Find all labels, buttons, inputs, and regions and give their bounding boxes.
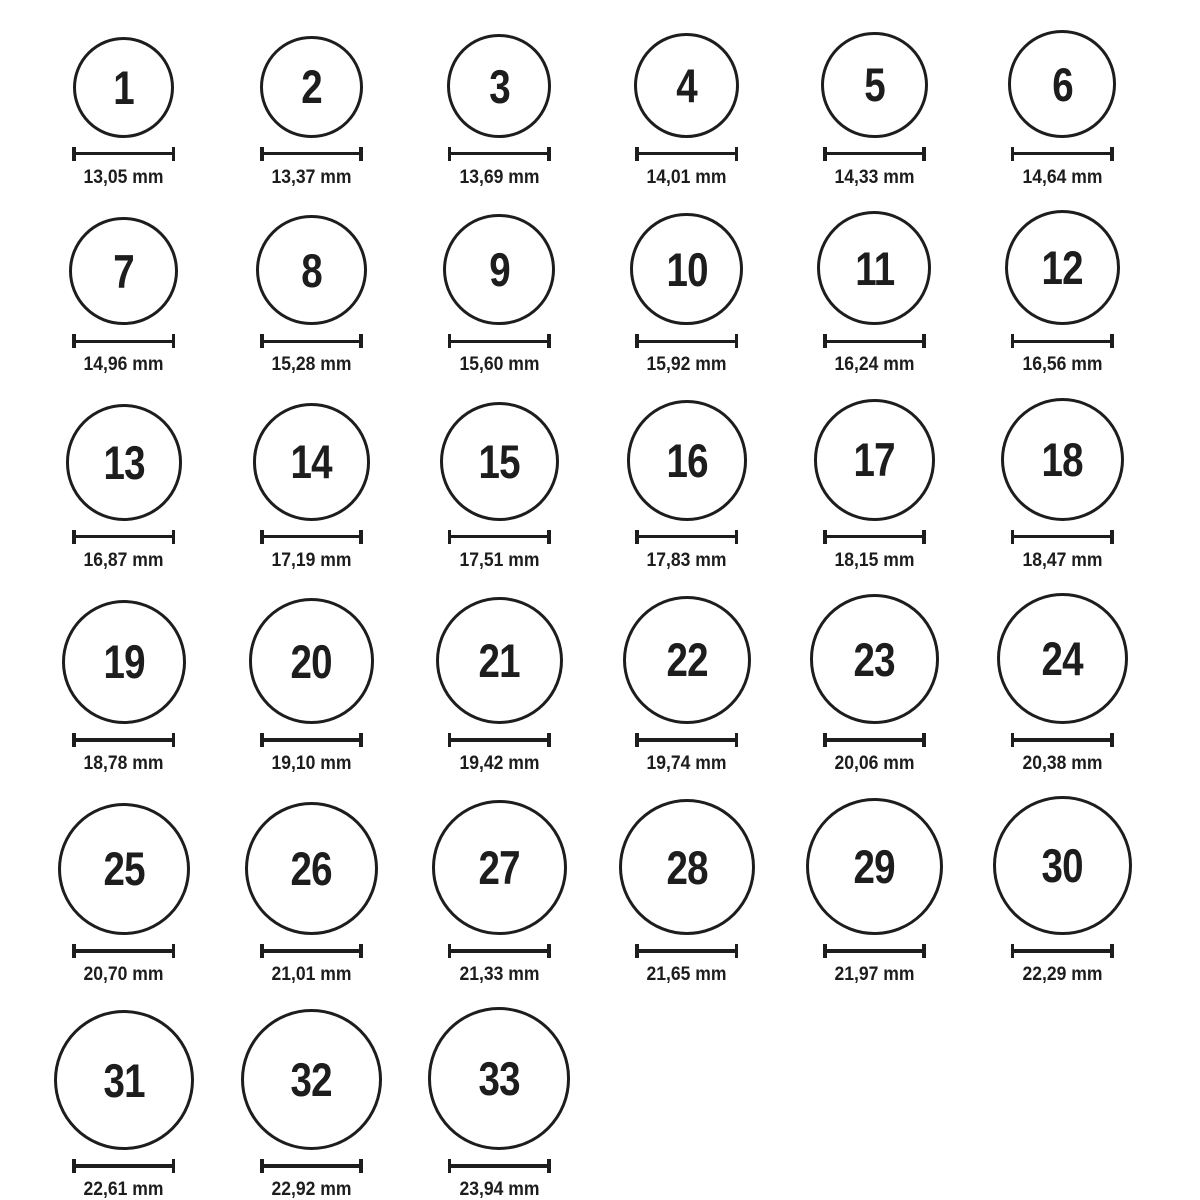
measure-tick-right-icon [922, 334, 926, 348]
diameter-measure-line [1011, 944, 1114, 958]
ring-size-cell [241, 1009, 382, 1200]
ring-size-number: 22 [666, 633, 708, 687]
ring-circle [630, 213, 743, 326]
diameter-label: 17,83 mm [646, 548, 727, 571]
ring-size-number: 32 [290, 1052, 333, 1106]
measure-line [264, 340, 360, 343]
ring-circle [443, 214, 554, 325]
diameter-measure-line [823, 733, 926, 747]
measure-line [639, 152, 735, 155]
ring-circle [253, 403, 371, 521]
ring-size-number: 15 [478, 434, 520, 488]
diameter-measure-line [72, 147, 175, 161]
ring-size-cell [810, 594, 940, 774]
measure-tick-right-icon [359, 1159, 363, 1173]
diameter-measure-line [260, 530, 363, 544]
ring-size-cell [1008, 30, 1116, 188]
diameter-label: 14,64 mm [1022, 165, 1103, 188]
diameter-measure-line [1011, 147, 1114, 161]
ring-circle [814, 399, 936, 521]
measure-line [639, 535, 735, 538]
measure-tick-right-icon [172, 334, 176, 348]
measure-tick-right-icon [735, 530, 739, 544]
ring-circle [436, 597, 563, 724]
ring-size-cell [1005, 210, 1120, 375]
diameter-label: 18,78 mm [83, 752, 164, 775]
diameter-label: 22,29 mm [1022, 963, 1103, 986]
measure-tick-right-icon [1110, 733, 1114, 747]
ring-circle [634, 33, 739, 138]
ring-size-cell [993, 796, 1132, 985]
diameter-measure-line [448, 530, 551, 544]
measure-line [76, 340, 172, 343]
measure-line [264, 535, 360, 538]
ring-circle [817, 211, 931, 325]
ring-size-number: 27 [478, 841, 520, 895]
measure-line [451, 738, 547, 741]
ring-size-cell [814, 399, 936, 571]
diameter-measure-line [72, 944, 175, 958]
measure-line [264, 152, 360, 155]
ring-size-number: 19 [103, 635, 145, 689]
diameter-label: 17,51 mm [459, 548, 540, 571]
ring-size-number: 2 [301, 60, 322, 114]
measure-tick-right-icon [172, 944, 176, 958]
ring-circle [997, 593, 1128, 724]
ring-size-cell [623, 596, 751, 774]
ring-size-cell [256, 215, 366, 375]
ring-size-number: 23 [853, 632, 896, 686]
measure-line [827, 152, 923, 155]
diameter-label: 21,65 mm [646, 963, 727, 986]
ring-size-cell [260, 36, 363, 188]
ring-circle [619, 799, 755, 935]
ring-size-number: 11 [854, 241, 895, 295]
diameter-label: 21,97 mm [834, 963, 915, 986]
measure-tick-right-icon [1110, 147, 1114, 161]
ring-size-number: 21 [478, 634, 520, 688]
measure-line [76, 1164, 172, 1167]
measure-line [264, 949, 360, 952]
diameter-measure-line [1011, 530, 1114, 544]
measure-tick-right-icon [922, 944, 926, 958]
ring-circle [1001, 398, 1124, 521]
diameter-label: 16,56 mm [1022, 353, 1103, 376]
measure-tick-right-icon [359, 733, 363, 747]
ring-size-cell [634, 33, 739, 188]
ring-circle [821, 32, 927, 138]
measure-tick-right-icon [547, 147, 551, 161]
measure-line [264, 1164, 360, 1167]
measure-tick-right-icon [172, 147, 176, 161]
ring-circle [1008, 30, 1116, 138]
diameter-label: 20,70 mm [83, 963, 164, 986]
measure-tick-right-icon [172, 1159, 176, 1173]
ring-size-number: 16 [666, 434, 708, 488]
diameter-label: 19,42 mm [459, 752, 540, 775]
diameter-measure-line [260, 1159, 363, 1173]
diameter-measure-line [260, 944, 363, 958]
diameter-label: 13,69 mm [459, 165, 540, 188]
ring-circle [245, 802, 379, 936]
measure-line [264, 738, 360, 741]
ring-size-cell [447, 34, 551, 188]
diameter-measure-line [635, 334, 738, 348]
ring-circle [993, 796, 1132, 935]
measure-tick-right-icon [547, 733, 551, 747]
ring-circle [810, 594, 940, 724]
measure-tick-right-icon [735, 733, 739, 747]
diameter-measure-line [260, 147, 363, 161]
measure-tick-right-icon [359, 147, 363, 161]
ring-circle [66, 404, 183, 521]
ring-size-cell [58, 803, 190, 985]
ring-circle [73, 37, 174, 138]
ring-size-cell [54, 1010, 194, 1200]
measure-tick-right-icon [547, 530, 551, 544]
diameter-measure-line [823, 334, 926, 348]
diameter-label: 13,05 mm [83, 165, 164, 188]
measure-line [1014, 738, 1110, 741]
diameter-measure-line [448, 944, 551, 958]
measure-line [1014, 340, 1110, 343]
ring-size-cell [619, 799, 755, 985]
measure-line [827, 535, 923, 538]
ring-size-number: 9 [488, 243, 510, 297]
measure-tick-right-icon [922, 530, 926, 544]
measure-line [76, 152, 172, 155]
diameter-label: 19,10 mm [271, 752, 352, 775]
diameter-measure-line [823, 530, 926, 544]
ring-circle [623, 596, 751, 724]
ring-size-cell [253, 403, 371, 571]
ring-circle [447, 34, 551, 138]
diameter-label: 17,19 mm [271, 548, 352, 571]
ring-size-number: 28 [666, 840, 708, 894]
measure-line [76, 949, 172, 952]
diameter-measure-line [72, 733, 175, 747]
ring-size-cell [627, 400, 748, 571]
ring-size-cell [62, 600, 186, 774]
ring-size-number: 31 [103, 1053, 145, 1107]
measure-tick-right-icon [547, 944, 551, 958]
ring-size-number: 26 [290, 841, 333, 895]
ring-size-number: 5 [864, 58, 885, 112]
ring-size-number: 3 [488, 59, 510, 113]
ring-size-number: 1 [113, 60, 135, 114]
measure-line [827, 738, 923, 741]
measure-line [451, 949, 547, 952]
diameter-measure-line [635, 147, 738, 161]
ring-size-cell [245, 802, 379, 986]
diameter-label: 18,47 mm [1022, 548, 1103, 571]
measure-tick-right-icon [172, 733, 176, 747]
ring-size-cell [997, 593, 1128, 774]
ring-circle [1005, 210, 1120, 325]
ring-size-number: 14 [290, 435, 333, 489]
ring-size-cell [806, 798, 943, 985]
diameter-measure-line [448, 733, 551, 747]
ring-size-cell [817, 211, 931, 375]
ring-size-cell [428, 1007, 571, 1200]
diameter-measure-line [260, 334, 363, 348]
diameter-label: 15,60 mm [459, 353, 540, 376]
diameter-label: 13,37 mm [271, 165, 352, 188]
ring-size-number: 25 [103, 842, 145, 896]
ring-size-cell [443, 214, 554, 375]
ring-size-number: 4 [676, 58, 698, 112]
measure-line [639, 340, 735, 343]
diameter-measure-line [260, 733, 363, 747]
ring-circle [806, 798, 943, 935]
ring-size-number: 30 [1041, 839, 1083, 893]
ring-size-number: 12 [1041, 241, 1083, 295]
diameter-label: 21,33 mm [459, 963, 540, 986]
ring-circle [241, 1009, 382, 1150]
ring-circle [62, 600, 186, 724]
ring-size-number: 18 [1041, 432, 1083, 486]
diameter-measure-line [72, 334, 175, 348]
ring-circle [428, 1007, 571, 1150]
diameter-measure-line [823, 147, 926, 161]
diameter-label: 23,94 mm [459, 1178, 540, 1200]
ring-size-cell [630, 213, 743, 376]
ring-size-cell [436, 597, 563, 774]
ring-size-number: 33 [478, 1052, 520, 1106]
diameter-measure-line [72, 1159, 175, 1173]
diameter-measure-line [72, 530, 175, 544]
diameter-measure-line [448, 147, 551, 161]
diameter-label: 15,28 mm [271, 353, 352, 376]
measure-line [451, 340, 547, 343]
measure-line [1014, 535, 1110, 538]
measure-line [76, 535, 172, 538]
diameter-label: 20,38 mm [1022, 752, 1103, 775]
ring-circle [256, 215, 366, 325]
measure-tick-right-icon [922, 733, 926, 747]
measure-tick-right-icon [172, 530, 176, 544]
ring-size-number: 17 [853, 433, 896, 487]
measure-line [1014, 949, 1110, 952]
diameter-measure-line [448, 1159, 551, 1173]
diameter-measure-line [1011, 733, 1114, 747]
diameter-label: 22,92 mm [271, 1178, 352, 1200]
measure-tick-right-icon [547, 334, 551, 348]
diameter-label: 14,01 mm [646, 165, 727, 188]
ring-circle [58, 803, 190, 935]
measure-line [451, 1164, 547, 1167]
ring-size-cell [69, 217, 178, 376]
measure-tick-right-icon [547, 1159, 551, 1173]
ring-size-number: 10 [666, 242, 708, 296]
measure-line [639, 949, 735, 952]
measure-line [639, 738, 735, 741]
diameter-label: 14,33 mm [834, 165, 915, 188]
diameter-label: 15,92 mm [646, 353, 727, 376]
diameter-measure-line [1011, 334, 1114, 348]
ring-size-cell [72, 37, 175, 188]
ring-size-cell [440, 402, 559, 571]
ring-size-number: 24 [1041, 632, 1083, 686]
diameter-label: 19,74 mm [646, 752, 727, 775]
diameter-measure-line [635, 530, 738, 544]
ring-size-number: 7 [113, 244, 135, 298]
measure-tick-right-icon [359, 334, 363, 348]
ring-circle [249, 598, 375, 724]
ring-circle [627, 400, 748, 521]
ring-size-number: 29 [853, 839, 896, 893]
ring-circle [54, 1010, 194, 1150]
measure-line [1014, 152, 1110, 155]
ring-circle [432, 800, 567, 935]
diameter-label: 21,01 mm [271, 963, 352, 986]
diameter-label: 20,06 mm [834, 752, 915, 775]
measure-tick-right-icon [735, 944, 739, 958]
ring-circle [260, 36, 362, 138]
ring-size-number: 8 [301, 243, 322, 297]
diameter-label: 16,87 mm [83, 548, 164, 571]
measure-line [827, 949, 923, 952]
ring-circle [69, 217, 178, 326]
measure-tick-right-icon [359, 530, 363, 544]
measure-tick-right-icon [922, 147, 926, 161]
diameter-measure-line [635, 944, 738, 958]
diameter-measure-line [448, 334, 551, 348]
measure-tick-right-icon [735, 147, 739, 161]
ring-size-cell [821, 32, 927, 188]
measure-line [76, 738, 172, 741]
diameter-label: 18,15 mm [834, 548, 915, 571]
ring-size-cell [66, 404, 183, 571]
diameter-label: 14,96 mm [83, 353, 164, 376]
ring-size-number: 20 [290, 634, 333, 688]
ring-size-cell [249, 598, 375, 774]
measure-tick-right-icon [1110, 334, 1114, 348]
ring-size-cell [1001, 398, 1124, 571]
diameter-measure-line [823, 944, 926, 958]
measure-tick-right-icon [359, 944, 363, 958]
ring-circle [440, 402, 559, 521]
measure-tick-right-icon [1110, 944, 1114, 958]
ring-size-cell [432, 800, 567, 985]
ring-size-number: 6 [1051, 57, 1073, 111]
diameter-label: 16,24 mm [834, 353, 915, 376]
diameter-measure-line [635, 733, 738, 747]
measure-line [451, 152, 547, 155]
measure-line [827, 340, 923, 343]
measure-tick-right-icon [1110, 530, 1114, 544]
measure-line [451, 535, 547, 538]
measure-tick-right-icon [735, 334, 739, 348]
diameter-label: 22,61 mm [83, 1178, 164, 1200]
ring-size-number: 13 [103, 436, 145, 490]
